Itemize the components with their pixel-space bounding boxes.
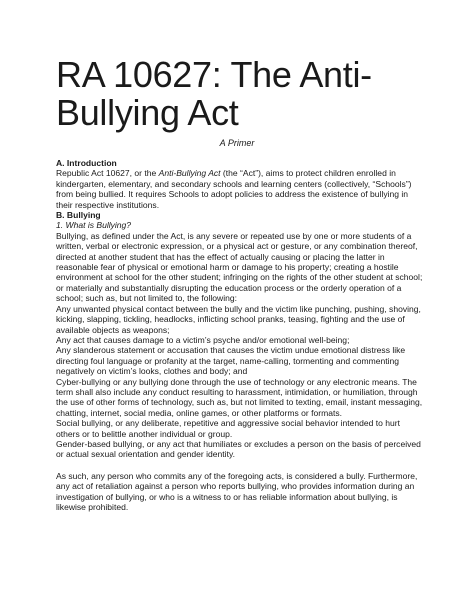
intro-act-name: Anti-Bullying Act [158, 168, 221, 179]
paragraph-spacer [56, 460, 426, 471]
definition-paragraph: Bullying, as defined under the Act, is any severe or repeated use by one or more students of a written, verbal or electronic expression, or a physical act or gesture, or any combination thereof, directed at another student that has the effect of actually causing or placing the latter in reasonable fear of physical or emotional harm or damage to his property; creating a hostile environment at school for the other student; infringing on the rights of the other student at school; or materially and substantially disrupting the education process or the orderly operation of a school; such as, but not limited to, the following: [56, 230, 423, 304]
section-a-heading: A. Introduction [56, 158, 117, 168]
gender-based-bullying-item: Gender-based bullying, or any act that humiliates or excludes a person on the basis of perceived or actual sexual orientation and gender identity. [56, 438, 421, 460]
social-bullying-item: Social bullying, or any deliberate, repetitive and aggressive social behavior intended to hurt others or to belittle another individual or group. [56, 418, 400, 439]
document-subtitle: A Primer [219, 138, 255, 148]
intro-paragraph [56, 168, 426, 210]
slanderous-statement-item: Any slanderous statement or accusation that causes the victim undue emotional distress like directing foul language or profanity at the target, name-calling, tormenting and commenting negatively on victim’s looks, clothes and body; and [56, 345, 406, 377]
document-title: RA 10627: The Anti-Bullying Act [56, 54, 372, 133]
intro-text-end: (the “Act”), aims to protect children enrolled in kindergarten, elementary, and secondary schools and learning centers (collectively, “Schools”) from being bullied. It requires Schools to adopt policies to address the existence of bullying in their respective institutions. [56, 168, 412, 210]
physical-contact-item: Any unwanted physical contact between the bully and the victim like punching, pushing, shoving, kicking, slapping, tickling, headlocks, inflicting school pranks, teasing, fighting and the use of available objects as weapons; [56, 303, 421, 335]
closing-paragraph: As such, any person who commits any of the foregoing acts, is considered a bully. Furthermore, any act of retaliation against a person who reports bullying, who provides information during an investigation of bullying, or who is a witness to or has reliable information about bullying, is likewise prohibited. [56, 470, 418, 512]
document-body [56, 158, 426, 512]
question-text: 1. What is Bullying? [56, 220, 132, 231]
intro-text-start: Republic Act 10627, or the [56, 168, 159, 179]
psyche-damage-item: Any act that causes damage to a victim’s psyche and/or emotional well-being; [56, 334, 350, 345]
cyber-bullying-item: Cyber-bullying or any bullying done through the use of technology or any electronic means. The term shall also include any conduct resulting to harassment, intimidation, or humiliation, through the use of other forms of technology, such as, but not limited to texting, email, instant messaging, chatting, internet, social media, online games, or other platforms or formats. [56, 376, 423, 418]
section-b-question [56, 220, 426, 230]
section-b-heading: B. Bullying [56, 210, 101, 221]
